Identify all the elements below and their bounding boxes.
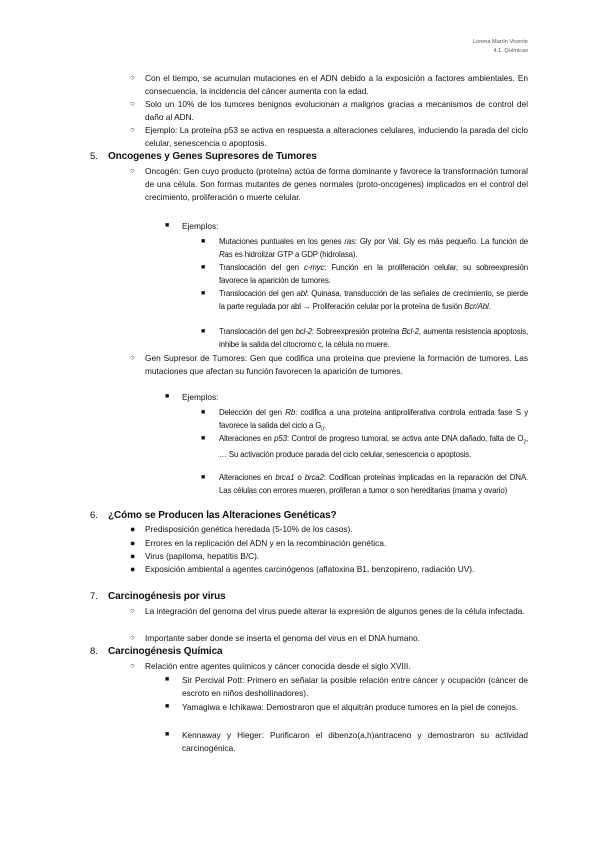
section-6-item-1: Predisposición genética heredada (5-10% de los casos). (145, 524, 353, 534)
section-7-number: 7. (90, 591, 98, 602)
circle-bullet-icon: ○ (130, 99, 135, 108)
square-bullet-icon: ■ (165, 731, 170, 738)
intro-item-3: Ejemplo: La proteína p53 se activa en respuesta a alteraciones celulares, induciendo la parada del ciclo celular, senescencia o apoptosis. (145, 125, 528, 148)
circle-bullet-icon: ○ (130, 353, 135, 362)
oncogen-example-cmyc: Translocación del gen c-myc: Función en la proliferación celular, su sobreexpresión favorece la aparición de tumores. (219, 263, 528, 285)
oncogen-example-ras: Mutaciones puntuales en los genes ras: Gly por Val. Gly es más pequeño. La función de Ras es hidrolizar GTP a GDP (hidrolasa). (219, 237, 529, 259)
square-bullet-icon: ■ (165, 703, 170, 710)
section-8-item-kennaway: Kennaway y Hieger: Purificaron el dibenzo(a,h)antraceno y demostraron su actividad carcinogénica. (182, 730, 528, 753)
square-bullet-icon: ■ (165, 222, 170, 229)
oncogen-example-bcl2: Translocación del gen bcl-2: Sobreexpresión proteína Bcl-2, aumenta resistencia apoptosis, inhibe la salida del citocromo c, la célula no muere. (219, 327, 528, 349)
circle-bullet-icon: ○ (130, 633, 135, 642)
intro-item-2: Solo un 10% de los tumores benignos evolucionan a malignos gracias a mecanismos de control del daño al ADN. (145, 99, 528, 122)
intro-item-1: Con el tiempo, se acumulan mutaciones en el ADN debido a la exposición a factores ambientales. En consecuencia, la incidencia del cáncer aumenta con la edad. (145, 73, 528, 96)
section-7-item-2: Importante saber donde se inserta el genoma del virus en el DNA humano. (145, 633, 420, 643)
oncogen-examples-label: Ejemplos: (182, 221, 219, 231)
section-6-item-4: Exposición ambiental a agentes carcinógenos (aflatoxina B1, benzopireno, radiación UV). (145, 564, 475, 574)
section-7-item-1: La integración del genoma del virus puede alterar la expresión de algunos genes de la célula infectada. (145, 606, 525, 616)
section-5-number: 5. (90, 151, 98, 162)
section-6-title: ¿Cómo se Producen las Alteraciones Genéticas? (108, 510, 337, 521)
section-8-item-yamagiwa: Yamagiwa e Ichikawa: Demostraron que el alquitrán produce tumores en la piel de conejos. (182, 702, 519, 712)
circle-bullet-icon: ○ (130, 166, 135, 175)
section-8-item-pott: Sir Percival Pott: Primero en señalar la posible relación entre cáncer y ocupación (cáncer de escroto en niños deshollinadores). (182, 675, 528, 698)
section-6-number: 6. (90, 510, 98, 521)
square-bullet-icon: ■ (165, 676, 170, 683)
header-author: Lorena Martín Vicente (473, 39, 528, 45)
square-bullet-icon: ■ (201, 264, 206, 271)
circle-bullet-icon: ○ (130, 606, 135, 615)
square-bullet-icon: ■ (201, 474, 206, 481)
section-8-number: 8. (90, 646, 98, 657)
dot-bullet-icon: ● (130, 564, 136, 574)
circle-bullet-icon: ○ (130, 125, 135, 134)
supresor-example-brca: Alteraciones en brca1 o brca2: Codifican proteínas implicadas en la reparación del DNA. Las células con errores mueren, proliferan a tumor o son hereditarias (mama y ovario) (219, 473, 529, 495)
section-5-title: Oncogenes y Genes Supresores de Tumores (108, 151, 317, 162)
dot-bullet-icon: ● (130, 524, 136, 534)
page-header (473, 38, 528, 56)
square-bullet-icon: ■ (201, 409, 206, 416)
square-bullet-icon: ■ (201, 238, 206, 245)
section-7-title: Carcinogénesis por virus (108, 591, 226, 602)
supresor-example-rb: Delección del gen Rb: codifica a una proteína antiproliferativa controla entrada fase S y favorece la salida del ciclo a $G_0$. (219, 408, 528, 433)
header-subtitle: 4.1. Químicas (493, 48, 528, 54)
dot-bullet-icon: ● (130, 551, 136, 561)
square-bullet-icon: ■ (165, 393, 170, 400)
section-8-intro: Relación entre agentes químicos y cáncer conocida desde el siglo XVIII. (145, 661, 411, 671)
section-8-title: Carcinogénesis Química (108, 646, 223, 657)
supresor-definition: Gen Supresor de Tumores: Gen que codifica una proteína que previene la formación de tumores. Las mutaciones que afectan su función favorecen la aparición de tumores. (145, 353, 528, 376)
supresor-example-p53: Alteraciones en p53: Control de progreso tumoral, se activa ante DNA dañado, falta de $O_2$, … Su activación produce parada del ciclo celular, senescencia o apoptosis. (219, 434, 528, 460)
square-bullet-icon: ■ (201, 328, 206, 335)
circle-bullet-icon: ○ (130, 661, 135, 670)
circle-bullet-icon: ○ (130, 73, 135, 82)
square-bullet-icon: ■ (201, 290, 206, 297)
oncogen-definition: Oncogén: Gen cuyo producto (proteína) actúa de forma dominante y favorece la transformación tumoral de una célula. Son formas mutantes de genes normales (proto-oncogenes) implicados en el control del crecimiento, proliferación o muerte celular. (145, 166, 528, 202)
supresor-examples-label: Ejemplos: (182, 392, 219, 402)
square-bullet-icon: ■ (201, 435, 206, 442)
dot-bullet-icon: ● (130, 538, 136, 548)
oncogen-example-abl: Translocación del gen abl: Quinasa, transducción de las señales de crecimiento, se pierde la parte regulada por abl → Proliferación celular por la proteína de fusión Bcr/Abl. (219, 289, 528, 311)
section-6-item-3: Virus (papiloma, hepatitis B/C). (145, 551, 260, 561)
section-6-item-2: Errores en la replicación del ADN y en la recombinación genética. (145, 538, 387, 548)
